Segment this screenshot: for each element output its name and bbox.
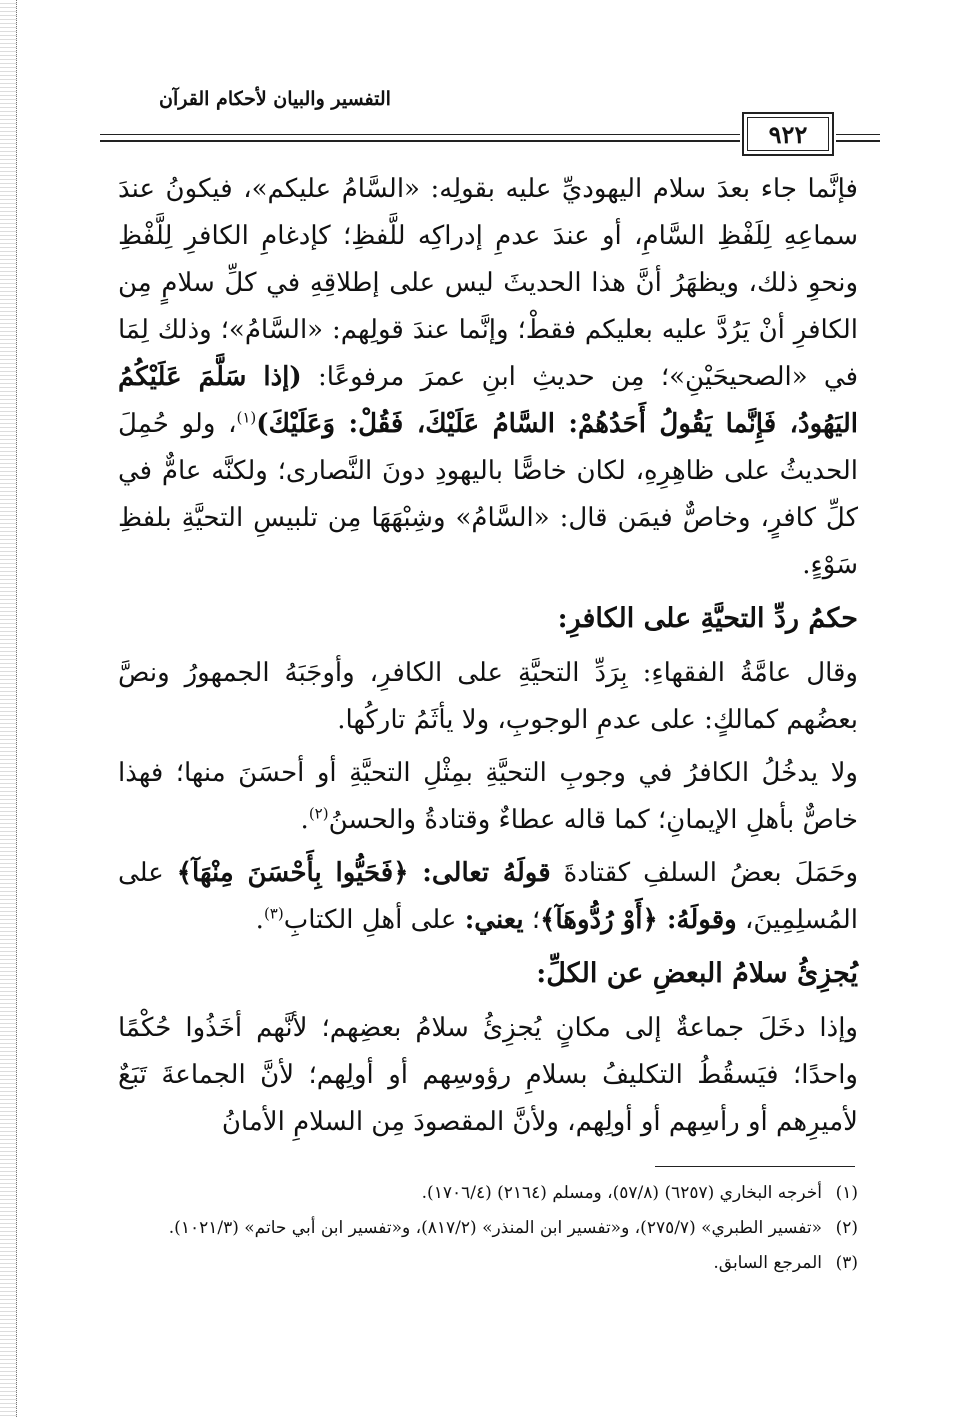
footnote-2 (118, 1213, 858, 1244)
paragraph-3-end: . (300, 805, 309, 835)
section-heading-2: يُجزِئُ سلامُ البعضِ عن الكلِّ: (536, 958, 858, 989)
hadith-quote: (إذا سَلَّمَ عَلَيْكُمُ اليَهُودُ، فَإِنَّما يَقُولُ أَحَدُهُمْ: السَّامُ عَلَيْكَ، فَقُلْ: وَعَلَيْكَ) (118, 362, 859, 439)
quran-quote-1: ﴿فَحَيُّوا بِأَحْسَنَ مِنْهَآ﴾ (176, 858, 423, 888)
header-rule (100, 134, 740, 142)
paragraph-5: وإذا دخَلَ جماعةٌ إلى مكانٍ يُجزِئُ سلامُ بعضِهم؛ لأنَّهم أخَذُوا حُكْمًا واحدًا؛ فيَسقُطُ التكليفُ بسلامِ رؤوسِهم أو أولِهم؛ لأنَّ الجماعةَ تَبَعٌ لأميرِهم أو رأسِهم أو أولِهم، ولأنَّ المقصودَ مِن السلامِ الأمانُ (118, 1013, 858, 1137)
quran-quote-2: ﴿أَوْ رُدُّوهَآ﴾ (540, 905, 667, 935)
section-heading-1: حكمُ ردِّ التحيَّةِ على الكافرِ: (557, 603, 858, 634)
footnote-divider (655, 1166, 855, 1167)
paragraph-4-bold-1: قولَهُ تعالى: (422, 858, 551, 888)
footnote-text: أخرجه البخاري (٦٢٥٧) (٥٧/٨)، ومسلم (٢١٦٤) (١٧٠٦/٤). (421, 1183, 822, 1203)
paragraph-1-end: ، ولو حُمِلَ الحديثُ على ظاهِرِهِ، لكان خاصًّا باليهودِ دونَ النَّصارى؛ ولكنَّه عامٌّ في كلِّ كافرٍ، وخاصٌّ فيمَن قال: «السَّامُ» وشِبْهَهَا مِن تلبيسِ التحيَّةِ بلفظِ سَوْءٍ. (118, 409, 858, 580)
paragraph-4-text-a: وحَمَلَ بعضُ السلفِ كقتادةَ (550, 858, 859, 888)
paragraph-3-text: ولا يدخُلُ الكافرُ في وجوبِ التحيَّةِ بمِثْلِ التحيَّةِ أو أحسَنَ منها؛ فهذا خاصٌّ بأهلِ الإيمانِ؛ كما قاله عطاءٌ وقتادةُ والحسنُ (118, 758, 858, 835)
scan-margin-strip (0, 0, 17, 1417)
paragraph-2: وقال عامَّةُ الفقهاءِ: بِرَدِّ التحيَّةِ على الكافرِ، وأوجَبَهُ الجمهورُ ونصَّ بعضُهم كمالكٍ: على عدمِ الوجوبِ، ولا يأثَمُ تاركُها. (118, 658, 858, 735)
running-title: التفسير والبيان لأحكام القرآن (159, 88, 391, 110)
paragraph-4 (118, 850, 858, 944)
footnote-number: (٢) (835, 1218, 858, 1238)
page-number: ٩٢٢ (742, 112, 834, 156)
paragraph-4-bold-3: يعني: (464, 905, 524, 935)
header-rule-right (836, 134, 880, 142)
footnote-number: (١) (835, 1183, 858, 1203)
footnote-1 (118, 1178, 858, 1209)
paragraph-4-bold-2: وقولَهُ: (666, 905, 737, 935)
paragraph-1-text: فإنَّما جاء بعدَ سلام اليهوديِّ عليه بقولِه: «السَّامُ عليكم»، فيكونُ عندَ سماعِهِ لِلَفْظِ السَّامِ، أو عندَ عدمِ إدراكِه للَّفظِ؛ كإدغامِ الكافرِ لِلَّفْظِ ونحوِ ذلك، ويظهَرُ أنَّ هذا الحديثَ ليس على إطلاقِهِ في كلِّ سلامٍ مِن الكافرِ أنْ يَرُدَّ عليه بعليكم فقطْ؛ وإنَّما عندَ قولِهم: «السَّامُ»؛ وذلك لِمَا في «الصحيحَيْنِ»؛ مِن حديثِ ابنِ عمرَ مرفوعًا: (118, 174, 858, 392)
paragraph-3 (118, 750, 858, 844)
footnote-ref-1: (١) (236, 408, 257, 427)
page-header (100, 86, 880, 148)
footnote-number: (٣) (835, 1253, 858, 1273)
paragraph-4-text-d: على أهلِ الكتابِ (283, 905, 465, 935)
footnote-text: المرجع السابق. (713, 1253, 822, 1273)
paragraph-1 (118, 166, 858, 589)
footnote-3 (118, 1248, 858, 1279)
paragraph-4-end: . (255, 905, 264, 935)
footnote-text: «تفسير الطبري» (٢٧٥/٧)، و«تفسير ابن المنذر» (٨١٧/٢)، و«تفسير ابن أبي حاتم» (١٠٢١/٣). (168, 1218, 822, 1238)
paragraph-4-text-c: ؛ (523, 905, 541, 935)
footnotes (118, 1178, 858, 1283)
paragraph-4-text-b: على المُسلِمِينَ، (118, 858, 858, 935)
footnote-ref-3: (٣) (263, 904, 284, 923)
footnote-ref-2: (٢) (308, 804, 329, 823)
body-text (118, 166, 858, 1146)
